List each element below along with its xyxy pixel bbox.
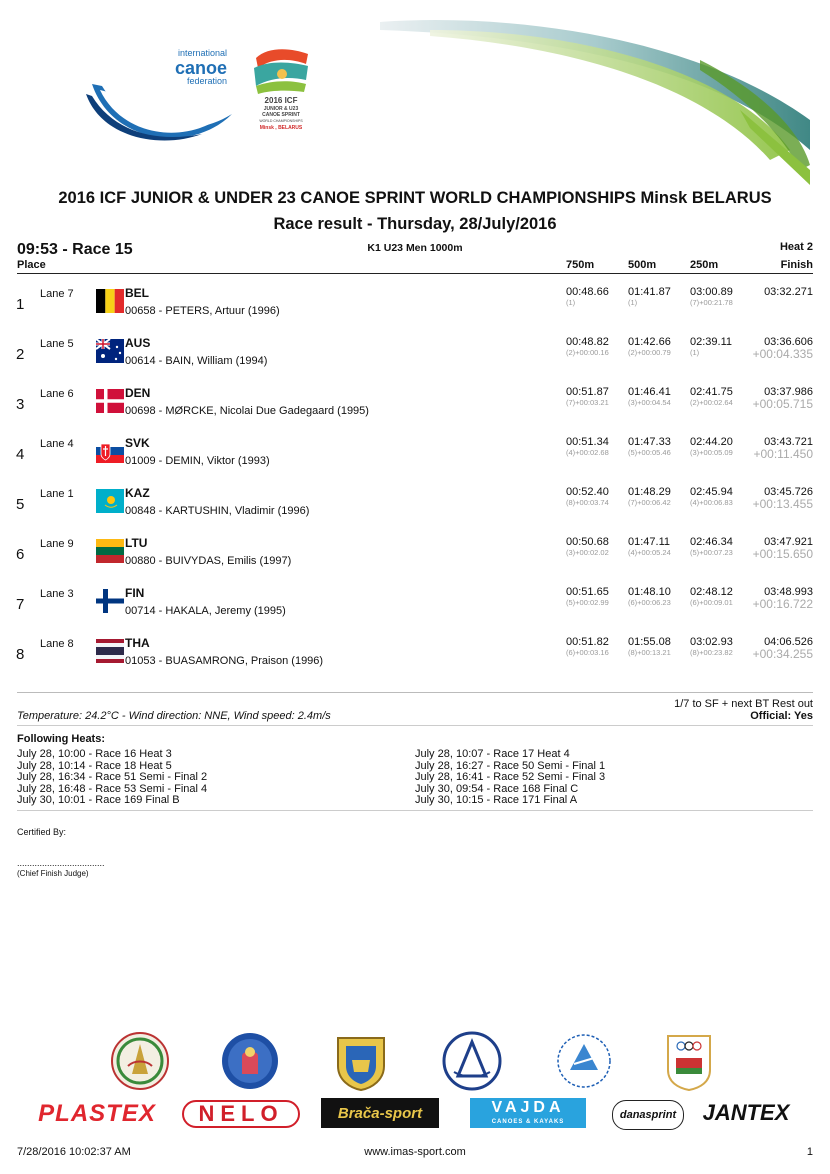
- danasprint-logo: danasprint: [612, 1100, 684, 1130]
- split-250m-rank: (1): [690, 348, 700, 357]
- result-lane: Lane 9: [40, 538, 74, 550]
- split-250m-rank: (3)+00:05.09: [690, 448, 733, 457]
- canoe-federation-belarus-icon: [442, 1030, 502, 1092]
- split-250m-rank: (7)+00:21.78: [690, 298, 733, 307]
- following-heat-item: July 30, 10:01 - Race 169 Final B: [17, 794, 180, 806]
- following-heats-right: [415, 749, 605, 807]
- certified-by-label: Certified By:: [17, 827, 67, 837]
- split-250m: [690, 336, 732, 357]
- result-row: [0, 634, 830, 684]
- split-250m: [690, 536, 733, 557]
- vajda-logo: [470, 1098, 586, 1128]
- result-nation: THA: [125, 636, 150, 650]
- result-nation: FIN: [125, 586, 145, 600]
- result-nation: KAZ: [125, 486, 150, 500]
- finish-result: [753, 586, 813, 611]
- column-header-250m: 250m: [690, 259, 719, 271]
- following-heat-item: July 28, 16:27 - Race 50 Semi - Final 1: [415, 759, 606, 772]
- result-place: 3: [16, 396, 25, 413]
- split-500m-time: 01:42.66: [628, 336, 671, 348]
- finish-time: 03:48.993: [764, 586, 813, 598]
- split-750m-rank: (7)+00:03.21: [566, 398, 609, 407]
- split-500m: [628, 436, 671, 457]
- split-500m-time: 01:47.11: [628, 536, 671, 548]
- championship-logo-line3: CANOE SPRINT: [262, 112, 300, 118]
- split-250m-time: 02:46.34: [690, 536, 733, 548]
- championship-logo-line4: WORLD CHAMPIONSHIPS: [259, 119, 303, 123]
- split-750m: [566, 436, 609, 457]
- split-250m: [690, 486, 733, 507]
- split-500m-rank: (6)+00:06.23: [628, 598, 671, 607]
- weather-info: Temperature: 24.2°C - Wind direction: NNE, Wind speed: 2.4m/s: [17, 710, 331, 722]
- split-750m-time: 00:50.68: [566, 536, 609, 548]
- following-heat-item: July 28, 16:34 - Race 51 Semi - Final 2: [17, 771, 208, 783]
- finish-result: [753, 636, 813, 661]
- split-750m-time: 00:48.66: [566, 286, 609, 298]
- flag-den-icon: [96, 389, 124, 413]
- championship-logo: [248, 44, 314, 136]
- finish-result: [764, 286, 813, 297]
- print-timestamp: 7/28/2016 10:02:37 AM: [17, 1146, 131, 1158]
- split-750m-time: 00:51.34: [566, 436, 609, 448]
- split-250m-rank: (6)+00:09.01: [690, 598, 733, 607]
- split-750m: [566, 636, 609, 657]
- page-number: 1: [806, 1146, 813, 1158]
- following-heat-item: July 30, 09:54 - Race 168 Final C: [415, 782, 579, 795]
- result-nation: AUS: [125, 336, 151, 350]
- result-row: [0, 584, 830, 634]
- split-250m-rank: (8)+00:23.82: [690, 648, 733, 657]
- result-lane: Lane 3: [40, 588, 74, 600]
- column-header-500m: 500m: [628, 259, 657, 271]
- result-nation: SVK: [125, 436, 150, 450]
- flag-svk-icon: [96, 439, 124, 463]
- split-500m-time: 01:55.08: [628, 636, 671, 648]
- split-250m-rank: (2)+00:02.64: [690, 398, 733, 407]
- following-heat-item: July 28, 10:07 - Race 17 Heat 4: [415, 748, 570, 760]
- flag-bel-icon: [96, 289, 124, 313]
- championship-logo-line1: 2016 ICF: [264, 96, 298, 105]
- results-divider: [17, 692, 813, 693]
- split-500m: [628, 336, 671, 357]
- finish-result: [753, 536, 813, 561]
- result-place: 1: [16, 296, 25, 313]
- split-500m-time: 01:41.87: [628, 286, 671, 298]
- split-500m-rank: (4)+00:05.24: [628, 548, 671, 557]
- weather-divider: [17, 725, 813, 726]
- split-750m-rank: (8)+00:03.74: [566, 498, 609, 507]
- split-250m-time: 02:45.94: [690, 486, 733, 498]
- following-heat-item: July 28, 10:14 - Race 18 Heat 5: [17, 759, 172, 772]
- finish-result: [753, 336, 813, 361]
- vajda-logo-name: VAJDA: [491, 1099, 565, 1116]
- plastex-logo: PLASTEX: [38, 1100, 156, 1127]
- nelo-logo: NELO: [182, 1100, 300, 1128]
- jantex-logo: JANTEX: [702, 1100, 790, 1125]
- flag-tha-icon: [96, 639, 124, 663]
- icf-logo-line2: canoe: [174, 58, 227, 78]
- result-place: 7: [16, 596, 25, 613]
- sports-ministry-emblem-icon: [110, 1030, 170, 1092]
- split-250m-time: 03:02.93: [690, 636, 733, 648]
- split-750m-time: 00:51.65: [566, 586, 609, 598]
- following-heats-left: [17, 749, 207, 807]
- region-coat-of-arms-icon: [332, 1030, 390, 1092]
- finish-time: 03:36.606: [764, 336, 813, 348]
- result-row: [0, 384, 830, 434]
- finish-time: 03:32.271: [764, 286, 813, 298]
- split-750m-rank: (1): [566, 298, 576, 307]
- braca-sport-logo: Brača-sport: [321, 1098, 439, 1128]
- footer-website: www.imas-sport.com: [364, 1146, 466, 1158]
- split-500m: [628, 586, 671, 607]
- split-250m: [690, 586, 733, 607]
- split-500m-rank: (7)+00:06.42: [628, 498, 671, 507]
- finish-diff: +00:16.722: [752, 597, 813, 611]
- result-place: 6: [16, 546, 25, 563]
- icf-logo-line1: international: [177, 48, 227, 58]
- split-250m-time: 02:48.12: [690, 586, 733, 598]
- vajda-logo-tagline: CANOES & KAYAKS: [491, 1119, 565, 1125]
- result-lane: Lane 6: [40, 388, 74, 400]
- finish-time: 03:45.726: [764, 486, 813, 498]
- result-row: [0, 534, 830, 584]
- finish-time: 04:06.526: [764, 636, 813, 648]
- result-lane: Lane 4: [40, 438, 74, 450]
- result-lane: Lane 1: [40, 488, 74, 500]
- split-500m-time: 01:46.41: [628, 386, 671, 398]
- chief-finish-judge-label: (Chief Finish Judge): [17, 869, 89, 878]
- result-athlete: 01053 - BUASAMRONG, Praison (1996): [125, 655, 324, 667]
- split-750m-time: 00:51.82: [566, 636, 609, 648]
- championship-logo-line5: Minsk , BELARUS: [259, 125, 303, 131]
- championship-logo-line2: JUNIOR & U23: [263, 106, 299, 112]
- following-heats-label: Following Heats:: [17, 733, 105, 745]
- split-250m: [690, 386, 733, 407]
- flag-aus-icon: [96, 339, 124, 363]
- split-750m-time: 00:51.87: [566, 386, 609, 398]
- finish-diff: +00:15.650: [752, 547, 813, 561]
- split-750m-rank: (6)+00:03.16: [566, 648, 609, 657]
- split-500m-rank: (8)+00:13.21: [628, 648, 671, 657]
- result-athlete: 00880 - BUIVYDAS, Emilis (1997): [125, 555, 292, 567]
- result-row: [0, 434, 830, 484]
- result-row: [0, 284, 830, 334]
- result-athlete: 00848 - KARTUSHIN, Vladimir (1996): [125, 505, 310, 517]
- finish-diff: +00:04.335: [752, 347, 813, 361]
- signature-line: ...................................: [17, 858, 105, 868]
- column-header-place: Place: [17, 259, 46, 271]
- split-750m: [566, 286, 609, 307]
- split-750m: [566, 386, 609, 407]
- result-lane: Lane 5: [40, 338, 74, 350]
- split-750m: [566, 536, 609, 557]
- header-divider: [17, 273, 813, 274]
- result-place: 4: [16, 446, 25, 463]
- document-subtitle: Race result - Thursday, 28/July/2016: [273, 215, 557, 233]
- result-place: 8: [16, 646, 25, 663]
- finish-result: [753, 436, 813, 461]
- result-lane: Lane 8: [40, 638, 74, 650]
- split-750m-time: 00:48.82: [566, 336, 609, 348]
- result-lane: Lane 7: [40, 288, 74, 300]
- finish-result: [753, 386, 813, 411]
- race-time-number: 09:53 - Race 15: [17, 241, 133, 258]
- split-500m-rank: (2)+00:00.79: [628, 348, 671, 357]
- result-nation: LTU: [125, 536, 148, 550]
- split-250m: [690, 286, 733, 307]
- olympic-committee-emblem-icon: [664, 1030, 714, 1092]
- split-500m-time: 01:47.33: [628, 436, 671, 448]
- heats-divider: [17, 810, 813, 811]
- following-heat-item: July 28, 16:48 - Race 53 Semi - Final 4: [17, 782, 208, 795]
- split-500m-rank: (3)+00:04.54: [628, 398, 671, 407]
- split-750m: [566, 336, 609, 357]
- split-250m-time: 02:44.20: [690, 436, 733, 448]
- column-header-finish: Finish: [780, 259, 813, 271]
- split-250m: [690, 436, 733, 457]
- split-500m: [628, 636, 671, 657]
- heat-label: Heat 2: [779, 241, 813, 253]
- split-500m-time: 01:48.10: [628, 586, 671, 598]
- result-place: 5: [16, 496, 25, 513]
- split-250m-time: 02:41.75: [690, 386, 733, 398]
- result-row: [0, 484, 830, 534]
- document-title: 2016 ICF JUNIOR & UNDER 23 CANOE SPRINT WORLD CHAMPIONSHIPS Minsk BELARUS: [58, 189, 772, 207]
- following-heat-item: July 30, 10:15 - Race 171 Final A: [415, 794, 578, 806]
- belarus-sports-emblem-icon: [556, 1030, 612, 1092]
- qualification-legend: 1/7 to SF + next BT Rest out: [674, 698, 813, 710]
- split-500m: [628, 286, 671, 307]
- finish-time: 03:47.921: [764, 536, 813, 548]
- split-500m: [628, 386, 671, 407]
- finish-time: 03:43.721: [764, 436, 813, 448]
- result-place: 2: [16, 346, 25, 363]
- following-heat-item: July 28, 10:00 - Race 16 Heat 3: [17, 748, 172, 760]
- split-750m-rank: (2)+00:00.16: [566, 348, 609, 357]
- icf-logo: [82, 44, 242, 154]
- split-750m: [566, 586, 609, 607]
- flag-ltu-icon: [96, 539, 124, 563]
- split-250m-time: 02:39.11: [690, 336, 733, 348]
- split-750m-rank: (4)+00:02.68: [566, 448, 609, 457]
- split-750m-time: 00:52.40: [566, 486, 609, 498]
- finish-result: [753, 486, 813, 511]
- official-status: Official: Yes: [750, 710, 813, 722]
- split-500m: [628, 536, 671, 557]
- finish-diff: +00:13.455: [752, 497, 813, 511]
- following-heat-item: July 28, 16:41 - Race 52 Semi - Final 3: [415, 771, 606, 783]
- column-header-750m: 750m: [566, 259, 595, 271]
- icf-logo-line3: federation: [186, 76, 227, 86]
- finish-diff: +00:11.450: [753, 447, 813, 461]
- split-250m-time: 03:00.89: [690, 286, 733, 298]
- split-750m: [566, 486, 609, 507]
- finish-diff: +00:34.255: [752, 647, 813, 661]
- flag-fin-icon: [96, 589, 124, 613]
- result-nation: BEL: [125, 286, 149, 300]
- finish-time: 03:37.986: [764, 386, 813, 398]
- result-athlete: 00614 - BAIN, William (1994): [125, 355, 268, 367]
- result-athlete: 00714 - HAKALA, Jeremy (1995): [125, 605, 286, 617]
- split-250m: [690, 636, 733, 657]
- split-500m-rank: (1): [628, 298, 638, 307]
- city-coat-of-arms-icon: [220, 1030, 280, 1092]
- flag-kaz-icon: [96, 489, 124, 513]
- split-250m-rank: (5)+00:07.23: [690, 548, 733, 557]
- finish-diff: +00:05.715: [752, 397, 813, 411]
- split-750m-rank: (3)+00:02.02: [566, 548, 609, 557]
- split-750m-rank: (5)+00:02.99: [566, 598, 609, 607]
- result-athlete: 01009 - DEMIN, Viktor (1993): [125, 455, 270, 467]
- split-250m-rank: (4)+00:06.83: [690, 498, 733, 507]
- split-500m-rank: (5)+00:05.46: [628, 448, 671, 457]
- result-nation: DEN: [125, 386, 151, 400]
- split-500m-time: 01:48.29: [628, 486, 671, 498]
- result-athlete: 00658 - PETERS, Artuur (1996): [125, 305, 280, 317]
- result-row: [0, 334, 830, 384]
- result-athlete: 00698 - MØRCKE, Nicolai Due Gadegaard (1995): [125, 405, 369, 417]
- event-name: K1 U23 Men 1000m: [367, 242, 463, 254]
- split-500m: [628, 486, 671, 507]
